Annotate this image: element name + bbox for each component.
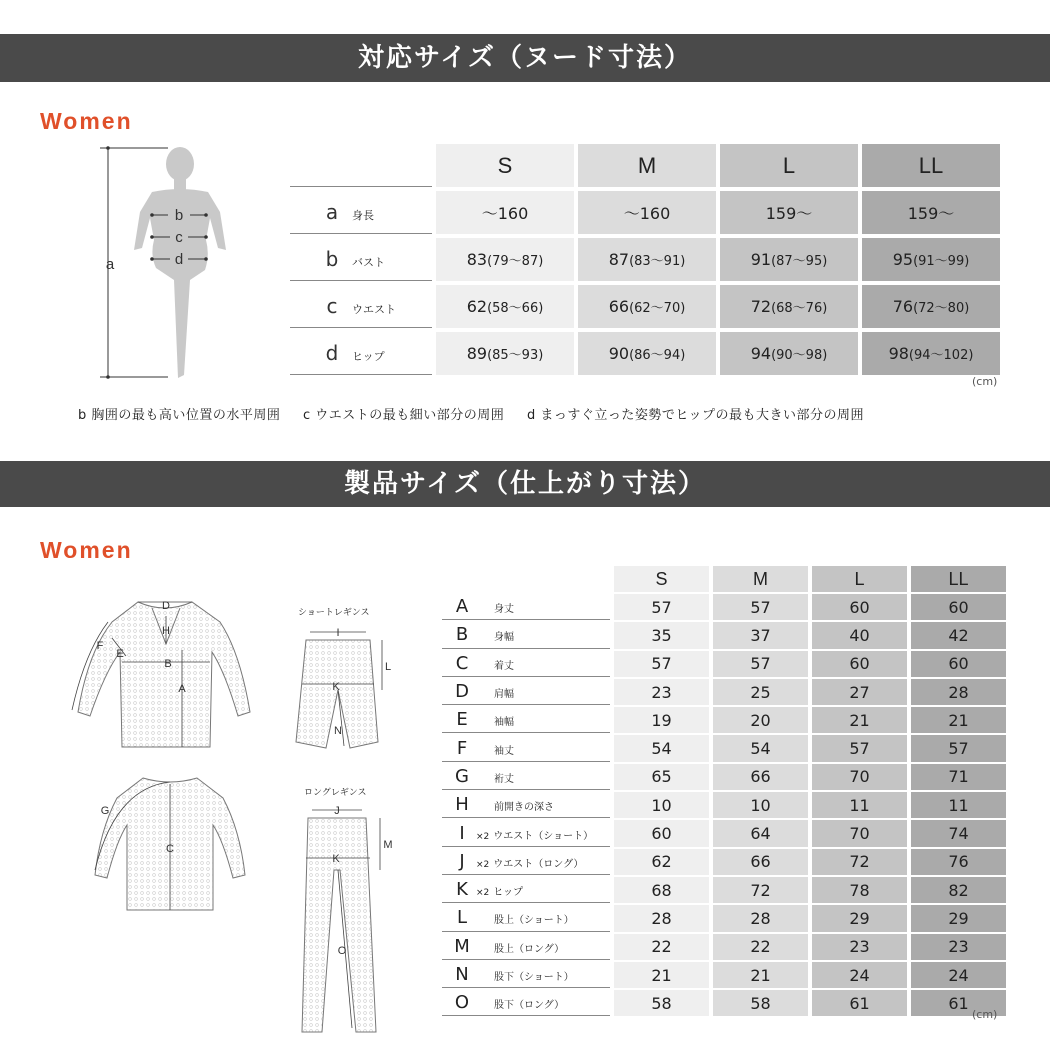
table-cell: 21: [614, 962, 709, 988]
table-row: I ×2 ウエスト（ショート） 60 64 70 74: [442, 820, 1006, 846]
table-cell: 76: [911, 849, 1006, 875]
table-cell: 159〜: [720, 191, 858, 234]
table-cell: 37: [713, 622, 808, 648]
figure-label-c: c: [175, 229, 183, 246]
table-cell: 21: [713, 962, 808, 988]
row-letter: d: [325, 341, 339, 365]
figure-letter-c: C: [166, 843, 174, 855]
table-cell: 60: [812, 651, 907, 677]
product-size-table: [438, 564, 1010, 1018]
table-row: E 袖幅 19 20 21 21: [442, 707, 1006, 733]
figure-letter-h: H: [162, 625, 170, 637]
table-row: L 股上（ショート） 28 28 29 29: [442, 905, 1006, 931]
table-cell: 29: [812, 905, 907, 931]
table-cell: 159〜: [862, 191, 1000, 234]
size-header-l: L: [720, 144, 858, 187]
table-cell: 74: [911, 820, 1006, 846]
table-cell: 24: [812, 962, 907, 988]
table-cell: 29: [911, 905, 1006, 931]
shirt-front-figure: [60, 592, 260, 762]
table-cell: 87(83〜91): [578, 238, 716, 281]
table-cell: 22: [713, 934, 808, 960]
table-cell: 60: [911, 651, 1006, 677]
table-row: G 裄丈 65 66 70 71: [442, 764, 1006, 790]
table-cell: 76(72〜80): [862, 285, 1000, 328]
table-cell: 95(91〜99): [862, 238, 1000, 281]
table-cell: 60: [614, 820, 709, 846]
table-cell: 64: [713, 820, 808, 846]
table-cell: 58: [713, 990, 808, 1016]
table-row: K ×2 ヒップ 68 72 78 82: [442, 877, 1006, 903]
nude-row-height: [290, 191, 1000, 234]
table-cell: 60: [812, 594, 907, 620]
figure-letter-l: L: [384, 661, 392, 673]
size-header-s: S: [436, 144, 574, 187]
table-cell: 40: [812, 622, 907, 648]
body-silhouette-figure: [90, 140, 250, 385]
table-cell: 35: [614, 622, 709, 648]
table-cell: 89(85〜93): [436, 332, 574, 375]
table-cell: 42: [911, 622, 1006, 648]
table-cell: 57: [713, 594, 808, 620]
table-cell: 24: [911, 962, 1006, 988]
figure-letter-m: M: [383, 839, 393, 851]
short-leggings-figure: [290, 620, 400, 760]
table-cell: 66(62〜70): [578, 285, 716, 328]
table-cell: 27: [812, 679, 907, 705]
figure-label-d: d: [174, 251, 184, 268]
note-waist: c ウエストの最も細い部分の周囲: [303, 408, 505, 423]
table-cell: 11: [911, 792, 1006, 818]
table-cell: 〜160: [436, 191, 574, 234]
table-cell: 23: [911, 934, 1006, 960]
table-cell: 61: [812, 990, 907, 1016]
figure-letter-i: I: [336, 627, 340, 639]
figure-letter-b: B: [164, 658, 172, 670]
figure-letter-n: N: [334, 725, 342, 737]
table-cell: 54: [713, 735, 808, 761]
table-cell: 57: [713, 651, 808, 677]
table-cell: 57: [614, 594, 709, 620]
nude-row-waist: [290, 285, 1000, 328]
table-cell: 23: [614, 679, 709, 705]
table-cell: 10: [713, 792, 808, 818]
table-cell: 28: [911, 679, 1006, 705]
table-cell: 20: [713, 707, 808, 733]
row-letter: a: [325, 200, 339, 224]
table-cell: 66: [713, 849, 808, 875]
figure-letter-a: A: [178, 683, 186, 695]
table-row: B 身幅 35 37 40 42: [442, 622, 1006, 648]
table-cell: 66: [713, 764, 808, 790]
table-cell: 21: [812, 707, 907, 733]
table-cell: 78: [812, 877, 907, 903]
table-cell: 62: [614, 849, 709, 875]
table-cell: 94(90〜98): [720, 332, 858, 375]
table-row: D 肩幅 23 25 27 28: [442, 679, 1006, 705]
table-row: C 着丈 57 57 60 60: [442, 651, 1006, 677]
table-cell: 21: [911, 707, 1006, 733]
figure-letter-o: O: [337, 945, 347, 957]
nude-size-banner: 対応サイズ（ヌード寸法）: [0, 34, 1050, 82]
table-cell: 57: [614, 651, 709, 677]
table-cell: 91(87〜95): [720, 238, 858, 281]
figure-label-b: b: [174, 207, 184, 224]
product-size-header-row: [442, 566, 1006, 592]
size-header-ll: LL: [862, 144, 1000, 187]
measurement-notes: [78, 404, 882, 423]
row-letter: c: [326, 294, 338, 318]
long-leggings-figure: [290, 800, 400, 1040]
table-cell: 70: [812, 764, 907, 790]
row-name: 身長: [352, 209, 374, 222]
table-cell: 72: [812, 849, 907, 875]
figure-letter-k-short: K: [332, 681, 340, 693]
table-cell: 23: [812, 934, 907, 960]
product-women-label: Women: [40, 537, 133, 563]
note-hip: d まっすぐ立った姿勢でヒップの最も大きい部分の周囲: [526, 408, 864, 423]
table-cell: 19: [614, 707, 709, 733]
table-row: A 身丈 57 57 60 60: [442, 594, 1006, 620]
table-cell: 〜160: [578, 191, 716, 234]
table-cell: 28: [614, 905, 709, 931]
table-cell: 71: [911, 764, 1006, 790]
table-cell: 54: [614, 735, 709, 761]
row-name: バスト: [352, 256, 385, 269]
table-cell: 72: [713, 877, 808, 903]
figure-letter-e: E: [116, 648, 124, 660]
nude-size-table: [286, 140, 1004, 379]
nude-row-hip: [290, 332, 1000, 375]
table-cell: 25: [713, 679, 808, 705]
table-row: H 前開きの深さ 10 10 11 11: [442, 792, 1006, 818]
figure-letter-k-long: K: [332, 853, 340, 865]
table-cell: 61: [911, 990, 1006, 1016]
figure-label-a: a: [105, 256, 115, 273]
row-letter: b: [325, 247, 339, 271]
figure-letter-g: G: [100, 805, 110, 817]
nude-row-bust: [290, 238, 1000, 281]
figure-letter-j: J: [334, 805, 340, 817]
table-cell: 68: [614, 877, 709, 903]
long-leggings-label: ロングレギンス: [304, 788, 367, 798]
product-unit-label: (cm): [972, 1008, 998, 1021]
nude-women-label: Women: [40, 108, 133, 134]
row-name: ウエスト: [352, 303, 396, 316]
table-cell: 11: [812, 792, 907, 818]
figure-letter-d: D: [162, 600, 170, 612]
size-header-ll: LL: [911, 566, 1006, 592]
size-header-s: S: [614, 566, 709, 592]
table-cell: 70: [812, 820, 907, 846]
nude-unit-label: (cm): [972, 375, 998, 388]
table-cell: 60: [911, 594, 1006, 620]
row-name: ヒップ: [352, 350, 385, 363]
table-row: O 股下（ロング） 58 58 61 61: [442, 990, 1006, 1016]
size-header-m: M: [713, 566, 808, 592]
table-cell: 83(79〜87): [436, 238, 574, 281]
table-cell: 65: [614, 764, 709, 790]
table-cell: 72(68〜76): [720, 285, 858, 328]
table-row: M 股上（ロング） 22 22 23 23: [442, 934, 1006, 960]
figure-letter-f: F: [96, 640, 104, 652]
table-row: F 袖丈 54 54 57 57: [442, 735, 1006, 761]
nude-size-header-row: [290, 144, 1000, 187]
product-size-banner: 製品サイズ（仕上がり寸法）: [0, 461, 1050, 507]
shirt-back-figure: [85, 770, 255, 920]
size-header-l: L: [812, 566, 907, 592]
short-leggings-label: ショートレギンス: [298, 608, 370, 618]
table-cell: 57: [911, 735, 1006, 761]
table-cell: 58: [614, 990, 709, 1016]
table-cell: 10: [614, 792, 709, 818]
note-bust: b 胸囲の最も高い位置の水平周囲: [78, 408, 281, 423]
table-cell: 62(58〜66): [436, 285, 574, 328]
table-row: N 股下（ショート） 21 21 24 24: [442, 962, 1006, 988]
table-cell: 98(94〜102): [862, 332, 1000, 375]
table-cell: 57: [812, 735, 907, 761]
size-header-m: M: [578, 144, 716, 187]
table-cell: 28: [713, 905, 808, 931]
table-cell: 22: [614, 934, 709, 960]
table-cell: 90(86〜94): [578, 332, 716, 375]
table-row: J ×2 ウエスト（ロング） 62 66 72 76: [442, 849, 1006, 875]
table-cell: 82: [911, 877, 1006, 903]
